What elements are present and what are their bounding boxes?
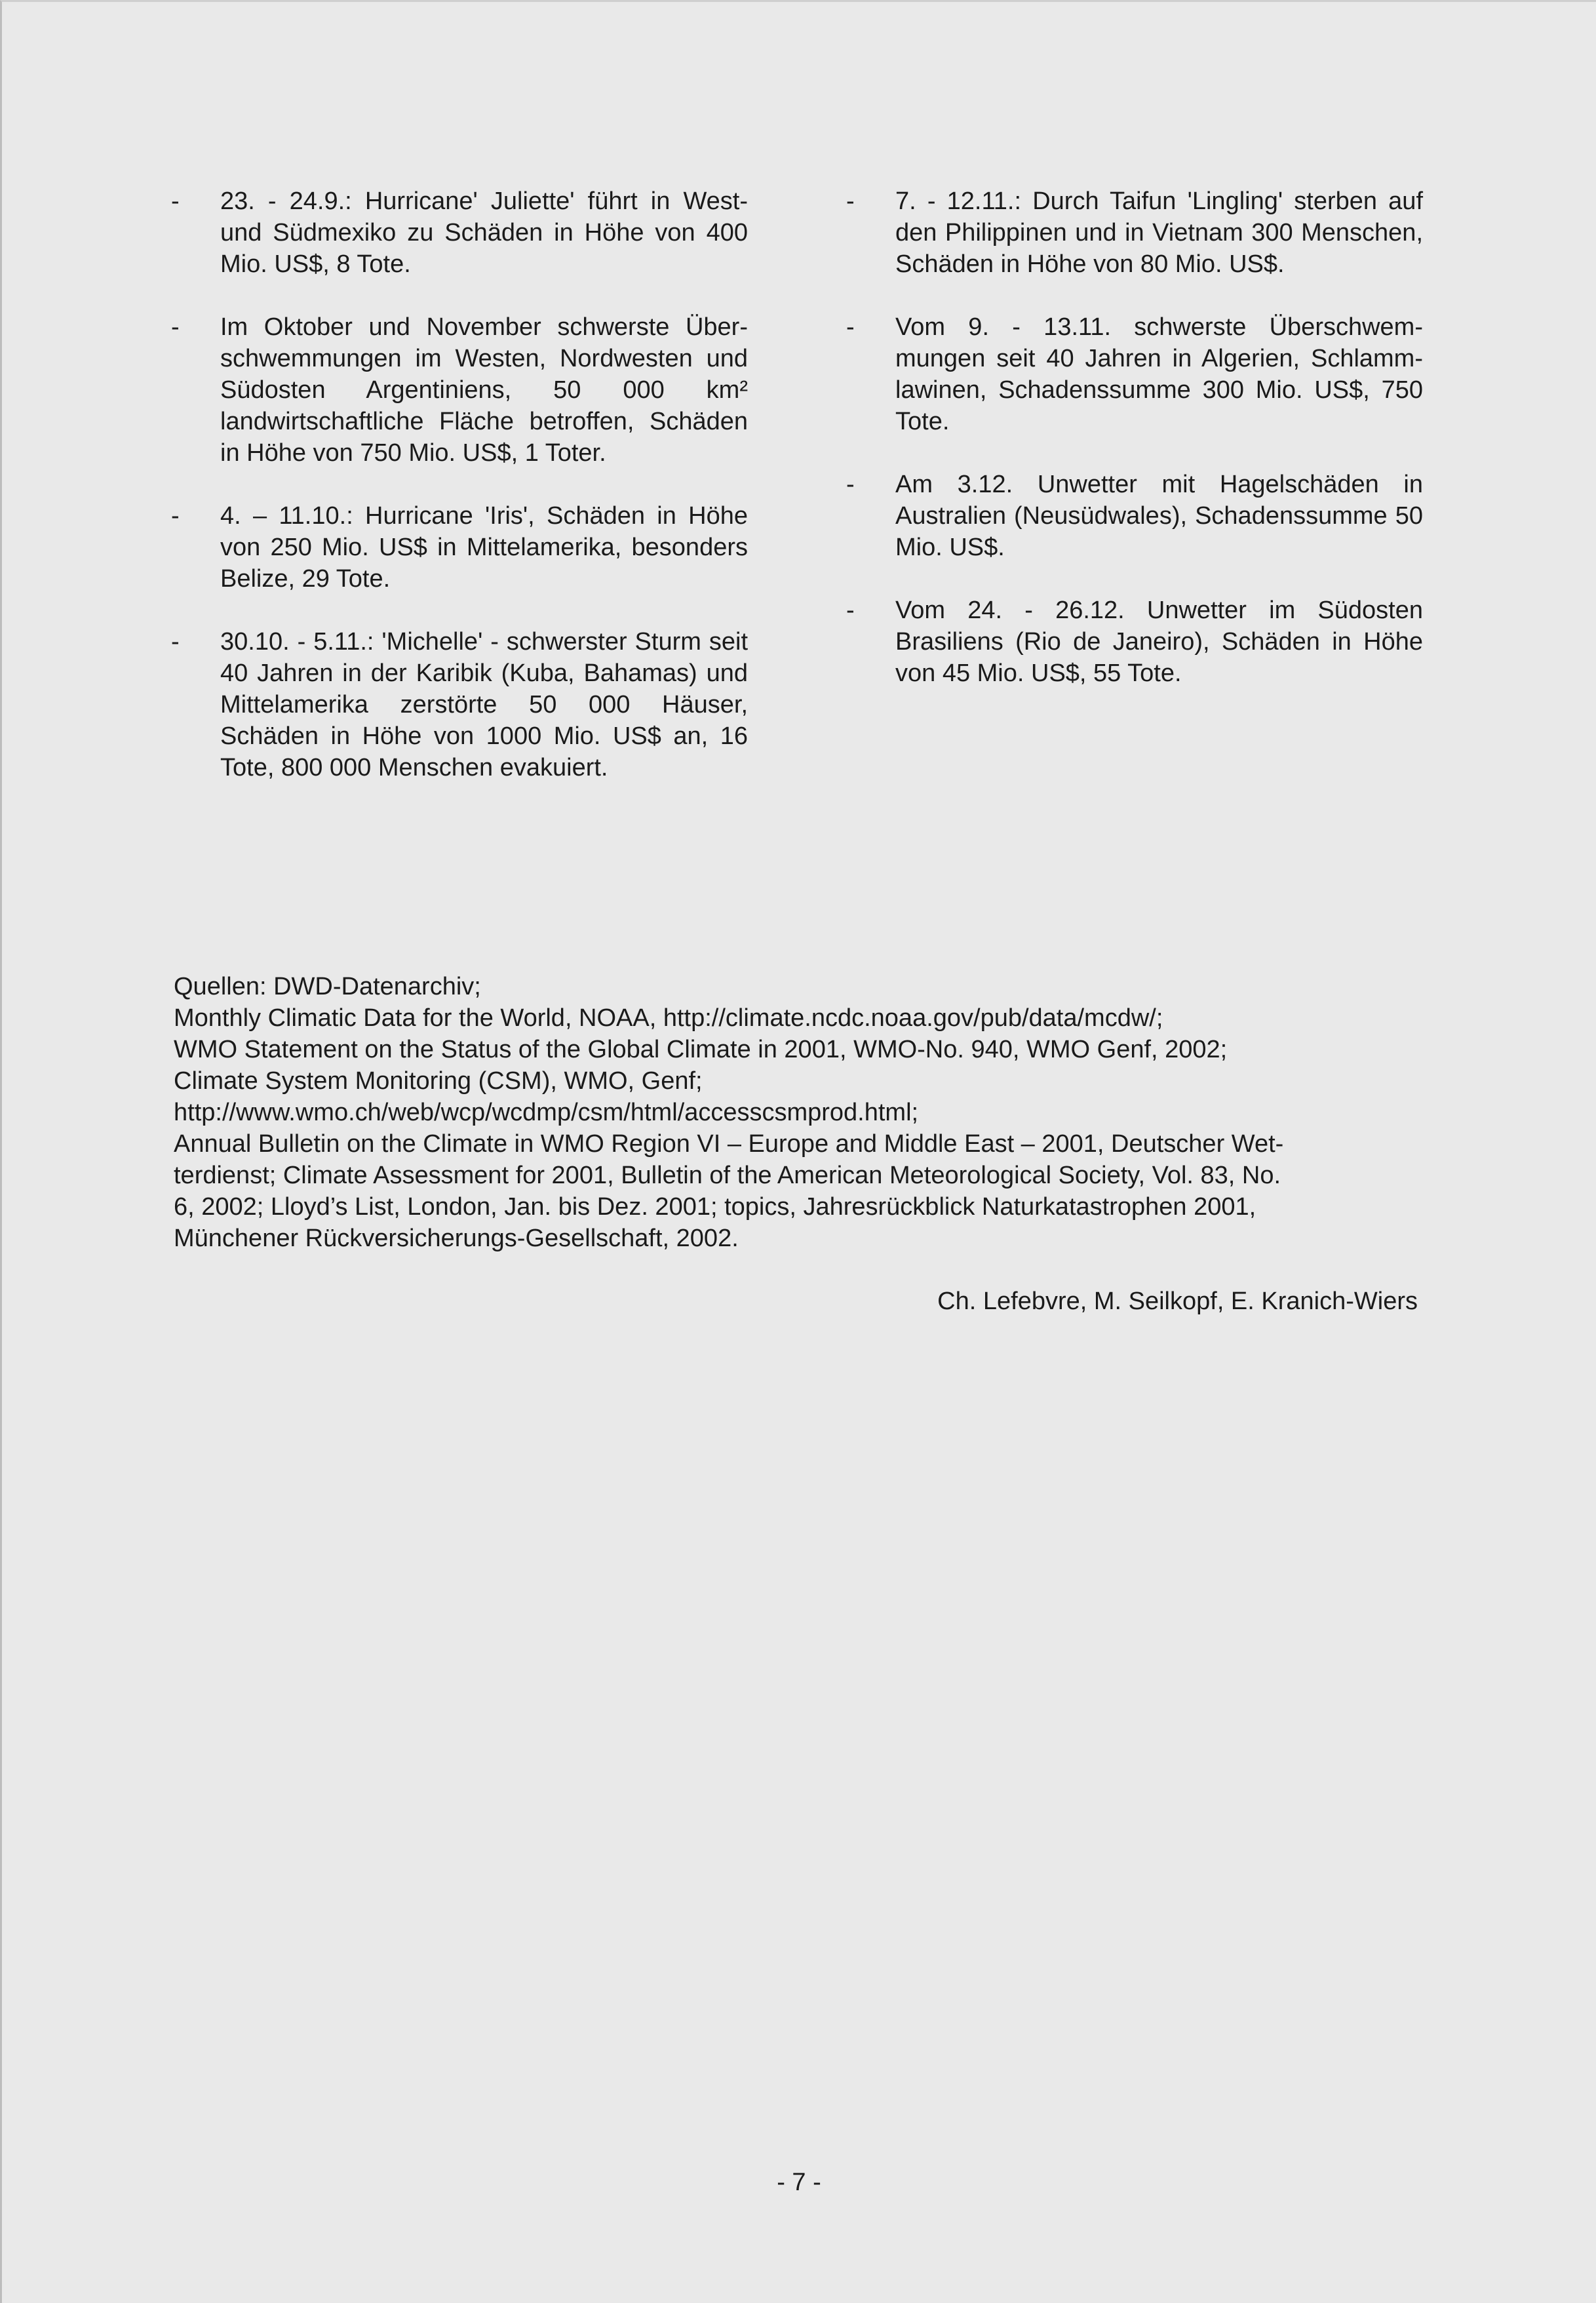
- source-line: Monthly Climatic Data for the World, NOAA, http://climate.ncdc.noaa.gov/pub/data/mcdw/;: [174, 1004, 1163, 1032]
- source-line: Climate System Monitoring (CSM), WMO, Genf;: [174, 1067, 703, 1095]
- source-line: http://www.wmo.ch/web/wcp/wcdmp/csm/html/accesscsmprod.html;: [174, 1099, 919, 1126]
- list-dash: -: [846, 313, 855, 341]
- list-dash: -: [846, 471, 855, 498]
- list-item-text: 4. – 11.10.: Hurricane 'Iris', Schäden in Höhe von 250 Mio. US$ in Mittelamerika, besonders Belize, 29 Tote.: [220, 502, 748, 593]
- source-line: Quellen: DWD-Datenarchiv;: [174, 973, 481, 1000]
- list-item: [171, 626, 748, 783]
- list-item: [846, 595, 1423, 689]
- list-dash: -: [846, 597, 855, 624]
- list-item-text: Im Oktober und November schwerste Überschwemmungen im Westen, Nordwesten und Südosten Argentiniens, 50 000 km² landwirtschaftliche Fläche betroffen, Schäden in Höhe von 750 Mio. US$, 1 Toter.: [220, 313, 748, 467]
- list-item: [846, 186, 1423, 280]
- list-item-text: 23. - 24.9.: Hurricane' Juliette' führt in West- und Südmexiko zu Schäden in Höhe von 400 Mio. US$, 8 Tote.: [220, 187, 748, 278]
- source-line: terdienst; Climate Assessment for 2001, Bulletin of the American Meteorological Society, Vol. 83, No.: [174, 1162, 1281, 1189]
- list-item: [171, 500, 748, 595]
- list-dash: -: [171, 187, 180, 215]
- list-item-text: Vom 9. - 13.11. schwerste Überschwemmungen seit 40 Jahren in Algerien, Schlammlawinen, Schadenssumme 300 Mio. US$, 750 Tote.: [895, 313, 1423, 435]
- list-dash: -: [171, 502, 180, 530]
- list-item-text: 7. - 12.11.: Durch Taifun 'Lingling' sterben auf den Philippinen und in Vietnam 300 Menschen, Schäden in Höhe von 80 Mio. US$.: [895, 187, 1423, 278]
- sources-block: [174, 971, 1419, 1254]
- authors-line: Ch. Lefebvre, M. Seilkopf, E. Kranich-Wiers: [937, 1288, 1418, 1315]
- list-dash: -: [846, 187, 855, 215]
- list-dash: -: [171, 313, 180, 341]
- source-line: WMO Statement on the Status of the Global Climate in 2001, WMO-No. 940, WMO Genf, 2002;: [174, 1036, 1228, 1063]
- list-item: [171, 311, 748, 469]
- source-line: 6, 2002; Lloyd’s List, London, Jan. bis Dez. 2001; topics, Jahresrückblick Naturkatastrophen 2001,: [174, 1193, 1256, 1221]
- list-dash: -: [171, 628, 180, 656]
- list-item-text: Vom 24. - 26.12. Unwetter im Südosten Brasiliens (Rio de Janeiro), Schäden in Höhe von 45 Mio. US$, 55 Tote.: [895, 597, 1423, 687]
- list-item: [846, 469, 1423, 563]
- page-number: - 7 -: [777, 2169, 821, 2196]
- list-item-text: 30.10. - 5.11.: 'Michelle' - schwerster Sturm seit 40 Jahren in der Karibik (Kuba, Bahamas) und Mittelamerika zerstörte 50 000 Häuser, Schäden in Höhe von 1000 Mio. US$ an, 16 Tote, 800 000 Menschen evakuiert.: [220, 628, 748, 781]
- right-column: [846, 186, 1423, 720]
- list-item-text: Am 3.12. Unwetter mit Hagelschäden in Australien (Neusüdwales), Schadenssumme 50 Mio. US$.: [895, 471, 1423, 561]
- source-line: Annual Bulletin on the Climate in WMO Region VI – Europe and Middle East – 2001, Deutscher Wet-: [174, 1130, 1284, 1158]
- left-column: [171, 186, 748, 815]
- list-item: [171, 186, 748, 280]
- list-item: [846, 311, 1423, 437]
- source-line: Münchener Rückversicherungs-Gesellschaft, 2002.: [174, 1225, 739, 1252]
